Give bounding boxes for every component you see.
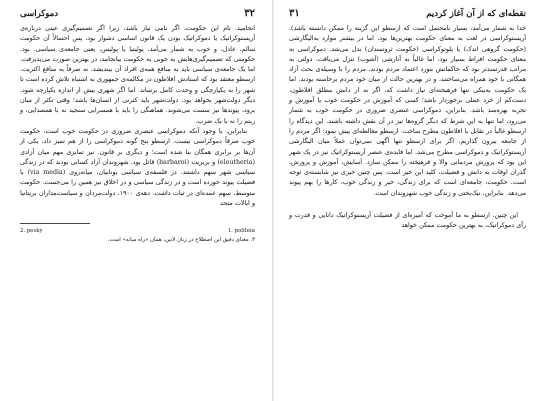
footnote-3: ۳. معنای دقیق این اصطلاح در زبان لاتین، همان «راه میانه» است. xyxy=(107,236,255,243)
chapter-title: نقطه‌ای که از آن آغاز کردیم xyxy=(426,9,526,19)
footnote-1: 1. politeia xyxy=(227,228,255,235)
footnote-2: 2. pesky xyxy=(20,228,43,235)
running-head xyxy=(20,8,255,20)
paragraph: انجامید. نام این حکومت، اگر نامی نیاز باشد، زیرا اگر تصمیم‌گیری عینی درباره‌ی آریستوکراتیک یا دموکراتیک بودن یک قانون اساسی دشوار بود، پس احتمالاً آن حکومت سالم، عادل، و خوب به شمار می‌آمد، پولیتیا یا پولیس، یعنی جامعه‌ی سیاسی. بود. حکومتی که تصمیم‌گیری‌هایش به خوبی به حکومت بیانجامد، در بهترین صورت می‌پذیرفت. اما یک جامعه‌ی سیاسی باید به منافع همه‌ی افراد آن بیندیشد، نه صرفاً به منافع اکثریت. ارسطو معتقد بود که استادش افلاطون در مکالمه‌ی جمهوری به اشتباه تلاش کرده است تا شهر را به یکپارچگی و وحدت کامل برساند. اما اگر شهری بیش از اندازه یکپارچه شود، دیگر دولت‌شهر نخواهد بود. دولت‌شهر باید کثرتی از انسان‌ها باشد؛ وقتی تکثر از میان برود، پیوندها نیز سست می‌شوند. هماهنگی را باید با همسرایی سنجید نه با همصدایی، و ریتم را نه با یک ضرب. xyxy=(20,25,255,125)
paragraph: بنابراین، با وجود آنکه دموکراسی عنصری ضروری در حکومت خوب است، حکومت خوب صرفاً دموکراسی نیست. ارسطو پنج گونه دموکراسی را از هم تمیز داد. یکی از آن‌ها بر برابری همگان بنا شده است؛ و دیگری بر قانون. نیز تمایزی مهم میان آزادی (eleutheria) و بربریت (barbaroi) قائل بود. شهروندان آزاد کسانی بودند که در زندگی سیاسی شهر سهم داشتند. در فلسفه‌ی سیاسی یونانیان، میانه‌روی (via media) با فضیلت پیوند خورده است و در زندگی سیاسی و در اخلاق نیز همین را می‌جست. حکومت متوسط، سهم عمده‌ای در ثبات داشت. دهه‌ی ۱۹۰۰، دولت‌مردان و سیاست‌مداران بریتانیا و ایالات متحد xyxy=(20,127,256,208)
footnote-rule xyxy=(20,223,90,224)
page-number: ۳۲ xyxy=(244,8,255,19)
running-head xyxy=(289,8,526,20)
body-text xyxy=(20,24,255,209)
body-text xyxy=(289,24,526,232)
page-31 xyxy=(273,0,546,401)
footnotes xyxy=(20,227,255,244)
paragraph: این چنین، ارسطو به ما آموخت که آمیزه‌ای از فضیلت آریستوکراتیک دانایی و قدرت و رأی دموکراتیک، به بهترین حکومت ممکن خواهد xyxy=(289,212,526,230)
page-number: ۳۱ xyxy=(289,8,300,19)
paragraph: خدا به شمار می‌آمد، بسیار نامحتمل است که ارسطو این گزینه را ممکن دانسته باشد). آریستوکراسی در لغت به معنای حکومت بهترین‌ها بود، اما در بیشتر موارد به‌الیگارشی (حکومت گروهی اندک) یا پلوتوکراسی (حکومت ثروتمندان) بدل می‌شد. دموکراسی به معنای حکومت افراط بسیار بود، اما غالباً به آنارشی (آشوب) تنزل می‌یافت. دولتی به مراتب قدرتمندتر بود که حاکمانش مورد اعتماد مردم بودند، مردم را با وسیله‌ی بحث آزاد همگانی با خود همراه می‌ساختند، و در بهترین حالت از میان خود مردم برخاسته بودند. اما یک حکومت به‌نیکی تنها فرهیخته‌ای نیاز داشت که، اگر نه از دانش مطلق افلاطون، دست‌کم از خرد عملی برخوردار باشد؛ کسی که آموزش در حکومت خوب یا آموزش و تجربه بهره‌مند باشد. بنابراین، دموکراسی عنصری ضروری در حکومت خوب به شمار می‌رود، اما تنها به این شرط که دیگر گروه‌ها نیز در آن نقش داشته باشند. این دیدگاه را ارسطو غالباً در تقابل با افلاطون مطرح ساخت. ارسطو مغالطه‌ای پیش نمود: اگر مردم را از جامعه بیرون گذاریم، اگر برای ارسطو تنها آگهی نمی‌توان عملاً میان الیگارشی آریستوکراتیک و دموکراسی مطرح می‌شد. اما فایده‌ی عنصر آریستوکراتیک نیز در یک شهر این بود که پرورش مردمانی والا و فرهیخته را ممکن سازد. آسایش، آموزش و پرورش، گذران اوقات به دانش و فضیلت، کلید این خیر است. پس چنین خیری نیز شایسته‌ی توجه است. حکومت، جامعه‌ای است که برای زندگی، خیر و زندگی خوب، کارها را بهم پیوند می‌دهد. بنابراین، نیک‌بختی و زندگی خوب شهروندان است. xyxy=(289,25,526,197)
chapter-title: دموکراسی xyxy=(20,9,59,19)
